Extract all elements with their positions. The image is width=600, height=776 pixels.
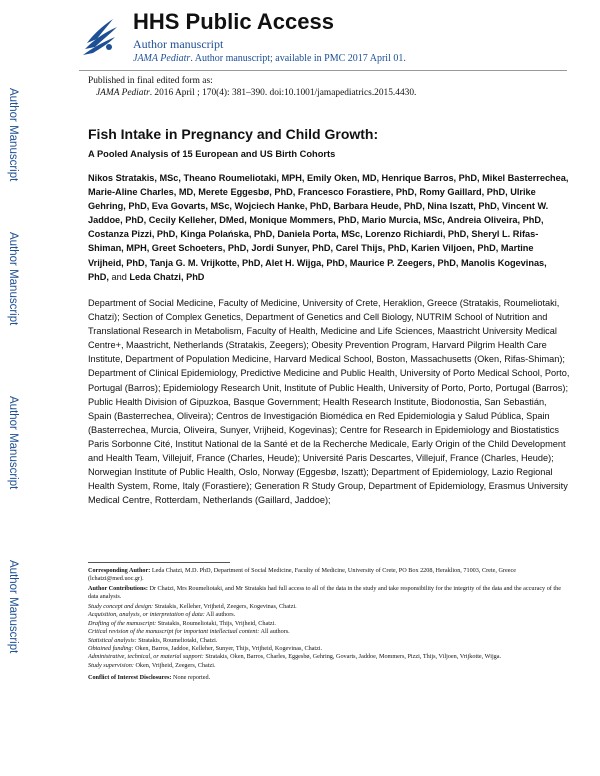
hhs-eagle-logo-icon <box>79 13 123 59</box>
footnote-label: Obtained funding: <box>88 645 134 653</box>
footnote <box>88 674 570 682</box>
footnotes <box>88 567 570 684</box>
hhs-public-access-title: HHS Public Access <box>133 9 334 34</box>
footnote-text: Stratakis, Roumeliotaki, Thijs, Vrijheid, Chatzi. <box>156 619 276 627</box>
article-title: Fish Intake in Pregnancy and Child Growth: <box>88 126 379 142</box>
footnote <box>88 611 570 619</box>
footnote-label: Study concept and design: <box>88 603 154 610</box>
journal-name: JAMA Pediatr <box>133 53 191 64</box>
authors-last: Leda Chatzi, PhD <box>129 271 205 282</box>
authors-text: Nikos Stratakis, MSc, Theano Roumeliotaki, MPH, Emily Oken, MD, Henrique Barros, PhD, Mikel Basterrechea, Marie-Aline Charles, MD, Merete Eggesbø, PhD, Francesco Forastiere, PhD, Romy Gaillard, PhD, Ulrike Gehring, PhD, Eva Govarts, MSc, Wojciech Hanke, PhD, Barbara Heude, PhD, Nina Iszatt, PhD, Vincent W. Jaddoe, PhD, Cecily Kelleher, DMed, Monique Mommers, PhD, Mario Murcia, MSc, Andreia Oliveira, PhD, Costanza Pizzi, PhD, Kinga Polańska, PhD, Daniela Porta, MSc, Lorenzo Richiardi, PhD, Sheryl L. Rifas-Shiman, MPH, Greet Schoeters, PhD, Jordi Sunyer, PhD, Carel Thijs, PhD, Karien Viljoen, PhD, Martine Vrijheid, PhD, Tanja G. M. Vrijkotte, PhD, Alet H. Wijga, PhD, Maurice P. Zeegers, PhD, Manolis Kogevinas, PhD, <box>88 173 569 282</box>
footnote-text: None reported. <box>171 673 211 681</box>
footnote-label: Critical revision of the manuscript for important intellectual content: <box>88 628 260 636</box>
affiliations: Department of Social Medicine, Faculty of Medicine, University of Crete, Heraklion, Greece (Stratakis, Roumeliotaki, Chatzi); Section of Complex Genetics, Department of Genetics and Cell Biology, NUTRIM School of Nutrition and Translational Research in Metabolism, Faculty of Health, Medicine and Life Sciences, Maastricht University Medical Centre+, Maastricht, Netherlands (Stratakis, Zeegers); Obesity Prevention Program, Harvard Pilgrim Health Care Institute, Department of Population Medicine, Harvard Medical School, Boston, Massachusetts (Oken, Rifas-Shiman); Department of Clinical Epidemiology, Predictive Medicine and Public Health, University of Porto Medical School, Porto, Portugal (Barros); Epidemiology Research Unit, Institute of Public Health, University of Porto, Porto, Portugal (Barros); Public Health Division of Gipuzkoa, Basque Government; Health Research Institute, Biodonostia, San Sebastián, Spain (Basterrechea, Oliveira); Centros de Investigación Biomédica en Red Epidemiologia y Salud Pública, Spain (Basterrechea, Murcia, Oliveira, Sunyer, Vrijheid, Kogevinas); Centre for Research in Epidemiology and Biostatistics Paris Sorbonne Cité, Institut National de la Santé et de la Recherche Medicale, Early Origin of the Child Development and Health Team, Villejuif, France (Charles, Heude); Université Paris Descartes, Villejuif, France (Charles, Heude); Norwegian Institute of Public Health, Oslo, Norway (Eggesbø, Iszatt); Department of Epidemiology, Lazio Regional Health System, Rome, Italy (Forastiere); Generation R Study Group, Department of Epidemiology, Erasmus University Medical Centre, Rotterdam, Netherlands (Gaillard, Jaddoe); <box>88 298 570 506</box>
footnote-text: All authors. <box>204 611 236 619</box>
published-in-label: Published in final edited form as: <box>88 76 213 86</box>
footnote-label: Acquisition, analysis, or interpretation of data: <box>88 611 205 619</box>
footnote-text: Stratakis, Oken, Barros, Charles, Eggesbø, Gehring, Govarts, Jaddoe, Mommers, Pizzi, Thijs, Viljoen, Vrijkotte, Wijga. <box>203 653 502 661</box>
footnote-text: All authors. <box>259 628 290 636</box>
footnote-divider <box>88 562 230 563</box>
authors-and: and <box>111 271 127 282</box>
header-divider <box>79 70 567 71</box>
author-manuscript-subtitle: Author manuscript <box>133 37 224 51</box>
footnote-label: Administrative, technical, or material support: <box>88 653 204 661</box>
footnote <box>88 585 570 601</box>
article-subtitle: A Pooled Analysis of 15 European and US Birth Cohorts <box>88 149 336 159</box>
footnote <box>88 662 570 670</box>
footnote <box>88 637 570 645</box>
side-label-author-manuscript: Author Manuscript <box>7 560 19 654</box>
footnote-text: Leda Chatzi, M.D. PhD, Department of Social Medicine, Faculty of Medicine, University of Crete, PO Box 2208, Heraklion, 71003, Crete, Greece (lchatzi@med.uoc.gr). <box>88 567 516 582</box>
footnote <box>88 645 570 653</box>
footnote-text: Stratakis, Roumeliotaki, Chatzi. <box>136 636 218 644</box>
footnote-label: Drafting of the manuscript: <box>88 619 157 627</box>
availability-text: . Author manuscript; available in PMC 2017 April 01. <box>190 53 406 64</box>
footnote-text: Dr Chatzi, Mrs Roumeliotaki, and Mr Stratakis had full access to all of the data in the study and take responsibility for the integrity of the data and the accuracy of the data analysis. <box>88 585 561 600</box>
footnote-label: Author Contributions: <box>88 585 148 592</box>
footnote-label: Study supervision: <box>88 661 134 669</box>
footnote-label: Statistical analysis: <box>88 636 137 644</box>
footnote <box>88 567 570 583</box>
citation <box>96 88 416 98</box>
side-label-author-manuscript: Author Manuscript <box>7 88 19 182</box>
footnote-label: Corresponding Author: <box>88 567 151 574</box>
side-label-author-manuscript: Author Manuscript <box>7 396 19 490</box>
citation-details: . 2016 April ; 170(4): 381–390. doi:10.1001/jamapediatrics.2015.4430. <box>149 88 417 98</box>
side-label-author-manuscript: Author Manuscript <box>7 232 19 326</box>
footnote-label: Conflict of Interest Disclosures: <box>88 673 172 681</box>
footnote <box>88 653 570 661</box>
footnote <box>88 603 570 611</box>
journal-availability <box>133 53 406 64</box>
footnote-text: Stratakis, Kelleher, Vrijheid, Zeegers, Kogevinas, Chatzi. <box>153 603 297 610</box>
citation-journal: JAMA Pediatr <box>96 88 150 98</box>
footnote-text: Oken, Barros, Jaddoe, Kelleher, Sunyer, Thijs, Vrijheid, Kogevinas, Chatzi. <box>133 645 323 653</box>
footnote <box>88 620 570 628</box>
footnote-text: Oken, Vrijheid, Zeegers, Chatzi. <box>133 661 216 669</box>
footnote <box>88 628 570 636</box>
author-list <box>88 171 570 284</box>
